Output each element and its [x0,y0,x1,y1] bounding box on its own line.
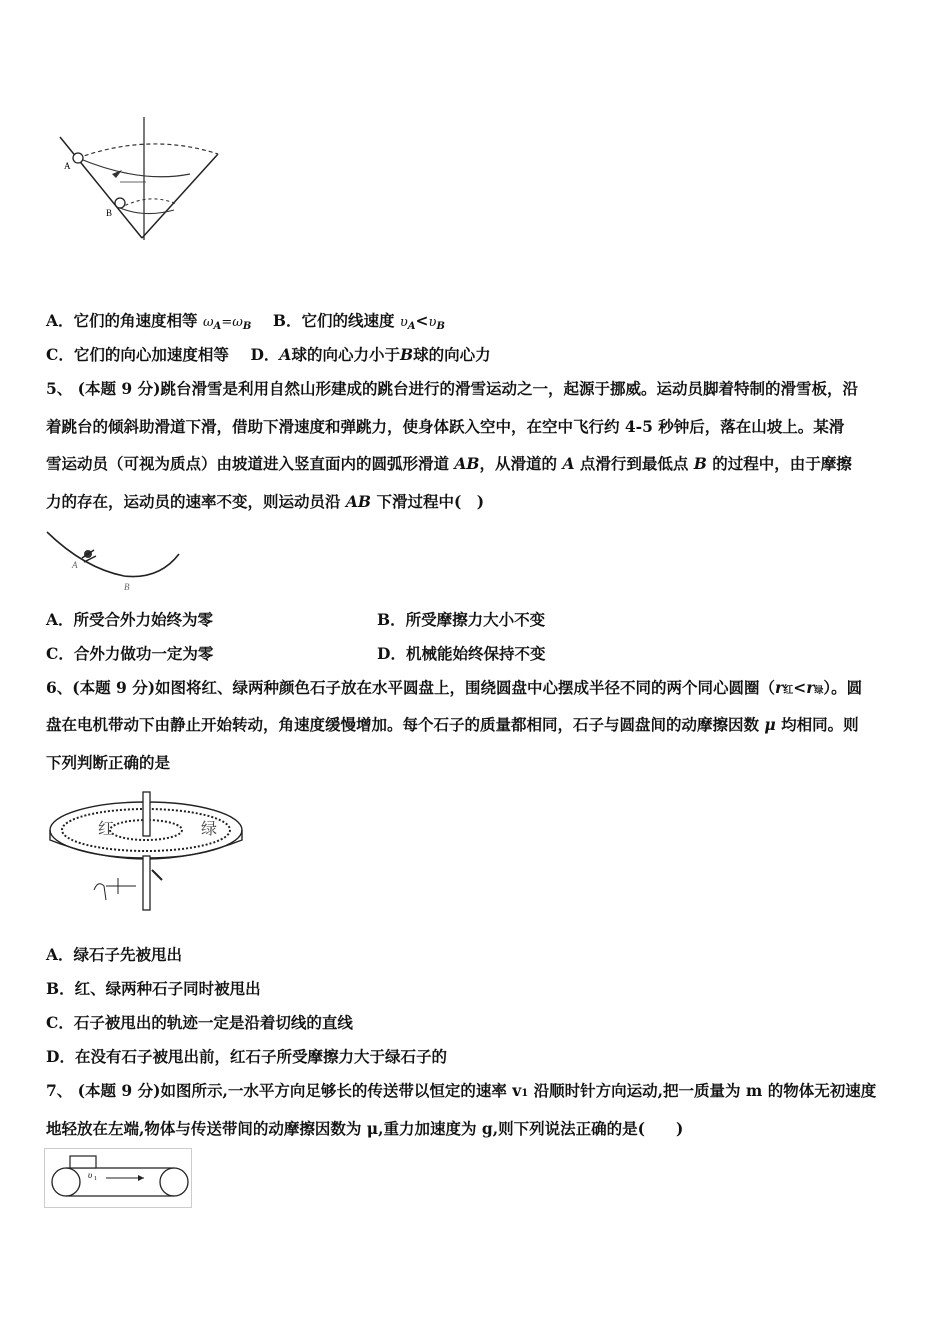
q7-text-1b: 沿顺时针方向运动,把一质量为 m 的物体无初速度 [528,1081,877,1100]
q5-line-1 [46,379,858,399]
q6-opt-b[interactable]: B．红、绿两种石子同时被甩出 [46,979,261,998]
q6-r1: r [775,678,784,697]
q5-a: A [562,454,575,473]
cone-label-b: B [106,208,113,218]
q4-omega-sub-b: B [242,321,252,332]
q6-text-2a: 盘在电机带动下由静止开始转动，角速度缓慢增加。每个石子的质量都相同，石子与圆盘间的动摩擦因数 [46,715,765,734]
q5-option-row-2 [46,644,546,664]
q6-r2-sub: 绿 [814,686,824,696]
q4-omega: ω [202,315,214,330]
q5-opt-b[interactable]: B．所受摩擦力大小不变 [377,610,546,629]
q6-head: 6、(本题 9 分) [46,678,156,697]
q5-text-3b: ，从滑道的 [479,454,563,473]
q5-option-row-1 [46,610,546,630]
q4-v2: υ [428,315,437,330]
q6-opt-d[interactable]: D．在没有石子被甩出前，红石子所受摩擦力大于绿石子的 [46,1047,447,1066]
q4-opt-b-label: B． [272,311,302,330]
q4-opt-a-text: 它们的角速度相等 [73,311,203,330]
q4-opt-b-text: 它们的线速度 [301,311,400,330]
q5-text-3a: 雪运动员（可视为质点）由坡道进入竖直面内的圆弧形滑道 [46,454,455,473]
q4-opt-d-b: B [399,345,414,364]
q4-opt-a-label: A． [46,311,74,330]
q4-opt-d-label: D． [250,345,280,364]
q5-b: B [693,454,707,473]
q6-r2: r [806,678,815,697]
q5-ab-1: AB [454,454,480,473]
q4-opt-d-end: 球的向心力 [413,345,491,364]
ski-slope-figure [44,528,184,596]
q4-opt-c-label: C． [46,345,74,364]
q5-line-3 [46,454,852,474]
q7-v-sub: 1 [521,1088,529,1099]
q5-text-4a: 力的存在，运动员的速率不变，则运动员沿 [46,492,346,511]
conveyor-figure [44,1148,192,1208]
disc-label-green: 绿 [201,819,218,838]
q4-opt-d-mid: 球的向心力小于 [291,345,400,364]
q7-text-1: 如图所示,一水平方向足够长的传送带以恒定的速率 v [160,1081,522,1100]
cone-figure [50,112,225,244]
q4-lt: < [415,311,429,330]
q4-option-c-d-row [46,345,491,365]
q5-text-4b: 下滑过程中( ) [371,492,485,511]
disc-label-red: 红 [98,819,115,838]
q5-opt-d[interactable]: D．机械能始终保持不变 [377,644,546,663]
q5-ab-2: AB [345,492,372,511]
q4-omega-sub-a: A [213,321,222,332]
ski-label-a: A [72,560,78,570]
q4-opt-c-text: 它们的向心加速度相等 [73,345,229,364]
q6-line-1 [46,678,862,701]
q5-text-3c: 点滑行到最低点 [574,454,694,473]
q5-text-3d: 的过程中，由于摩擦 [706,454,852,473]
q4-v1-sub: A [407,321,416,332]
q5-text-1: 跳台滑雪是利用自然山形建成的跳台进行的滑雪运动之一，起源于挪威。运动员脚着特制的滑雪板，沿 [160,379,858,398]
disc-figure [46,790,248,912]
q4-eq: =ω [221,315,243,330]
q6-text-1b: ）。圆 [823,678,863,697]
q5-head: 5、 (本题 9 分) [46,379,161,398]
q5-line-2: 着跳台的倾斜助滑道下滑，借助下滑速度和弹跳力，使身体跃入空中，在空中飞行约 4-5 秒钟后，落在山坡上。某滑 [46,417,845,436]
q7-line-1 [46,1081,876,1104]
conveyor-label-sub: 1 [94,1176,97,1182]
q6-mu: μ [764,715,776,734]
q4-v1: υ [399,315,408,330]
q4-v2-sub: B [436,321,445,332]
ski-label-b: B [124,582,130,592]
q6-r1-sub: 红 [783,685,794,696]
q5-opt-c[interactable]: C．合外力做功一定为零 [46,644,214,663]
q7-line-2: 地轻放在左端,物体与传送带间的动摩擦因数为 μ,重力加速度为 g,则下列说法正确的是( ) [46,1119,684,1138]
q5-line-4 [46,492,484,512]
q6-text-2b: 均相同。则 [775,715,859,734]
cone-label-a: A [64,161,71,171]
q6-line-3: 下列判断正确的是 [46,753,171,772]
conveyor-label-v: υ [88,1170,93,1180]
q6-text-1a: 如图将红、绿两种颜色石子放在水平圆盘上，围绕圆盘中心摆成半径不同的两个同心圆圈（ [155,678,776,697]
q6-line-2 [46,715,859,735]
q6-lt: < [793,678,807,697]
q6-opt-c[interactable]: C．石子被甩出的轨迹一定是沿着切线的直线 [46,1013,353,1032]
q7-head: 7、 (本题 9 分) [46,1081,161,1100]
q5-opt-a[interactable]: A．所受合外力始终为零 [46,610,214,629]
q6-opt-a[interactable]: A．绿石子先被甩出 [46,945,183,964]
q4-option-a-b-row [46,311,445,337]
q4-opt-d-a: A [279,345,292,364]
